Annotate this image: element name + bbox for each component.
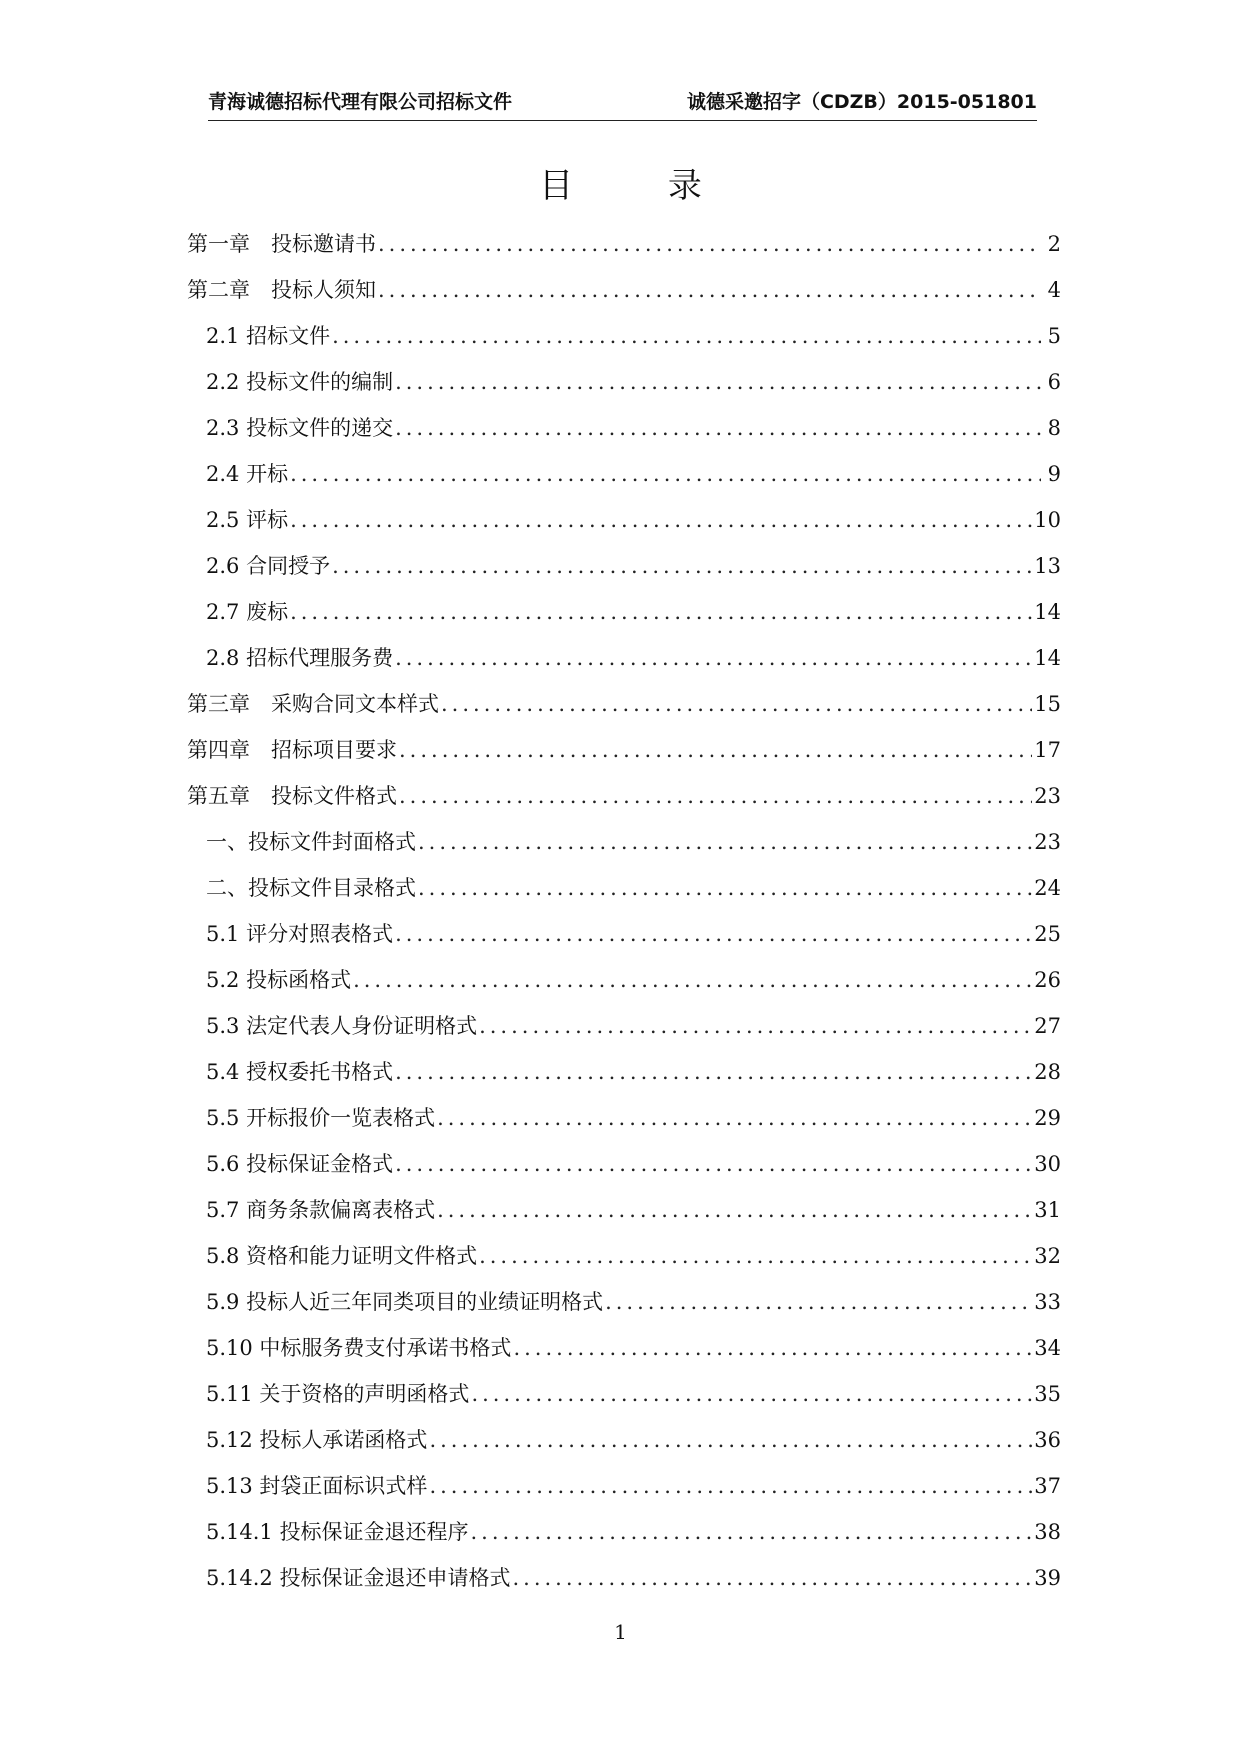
toc-entry-page: 37 <box>1034 1474 1061 1498</box>
toc-entry-label: 5.10 中标服务费支付承诺书格式 <box>206 1336 512 1360</box>
toc-entry-page: 25 <box>1034 922 1061 946</box>
toc-section-entry[interactable] <box>187 543 1061 589</box>
toc-dot-leader <box>290 451 1041 497</box>
toc-entry-label: 5.3 法定代表人身份证明格式 <box>206 1014 478 1038</box>
toc-entry-label: 5.6 投标保证金格式 <box>206 1152 394 1176</box>
toc-entry-page: 13 <box>1034 554 1061 578</box>
toc-dot-leader <box>471 1371 1032 1417</box>
toc-entry-label: 一、投标文件封面格式 <box>206 830 416 854</box>
toc-entry-label: 2.5 评标 <box>206 508 289 532</box>
toc-dot-leader <box>512 1555 1032 1601</box>
toc-entry-label: 5.7 商务条款偏离表格式 <box>206 1198 436 1222</box>
toc-entry-page: 15 <box>1034 692 1061 716</box>
toc-entry-label: 5.1 评分对照表格式 <box>206 922 394 946</box>
toc-dot-leader <box>290 589 1032 635</box>
toc-dot-leader <box>605 1279 1032 1325</box>
toc-section-entry[interactable] <box>187 313 1061 359</box>
toc-entry-page: 5 <box>1047 324 1061 348</box>
toc-section-entry[interactable] <box>187 911 1061 957</box>
toc-chapter-entry[interactable] <box>187 773 1061 819</box>
toc-entry-page: 14 <box>1034 600 1061 624</box>
toc-entry-label: 第一章 投标邀请书 <box>187 232 376 256</box>
toc-entry-page: 34 <box>1034 1336 1061 1360</box>
toc-dot-leader <box>418 865 1032 911</box>
toc-entry-page: 6 <box>1047 370 1061 394</box>
toc-section-entry[interactable] <box>187 1371 1061 1417</box>
toc-dot-leader <box>395 359 1041 405</box>
toc-section-entry[interactable] <box>187 957 1061 1003</box>
toc-entry-page: 27 <box>1034 1014 1061 1038</box>
toc-entry-page: 17 <box>1034 738 1061 762</box>
toc-dot-leader <box>395 911 1032 957</box>
toc-dot-leader <box>290 497 1032 543</box>
toc-entry-label: 2.4 开标 <box>206 462 289 486</box>
toc-entry-page: 10 <box>1034 508 1061 532</box>
toc-entry-page: 8 <box>1047 416 1061 440</box>
toc-entry-label: 5.8 资格和能力证明文件格式 <box>206 1244 478 1268</box>
toc-entry-label: 2.7 废标 <box>206 600 289 624</box>
toc-dot-leader <box>429 1463 1032 1509</box>
toc-entry-label: 2.1 招标文件 <box>206 324 331 348</box>
toc-entry-page: 36 <box>1034 1428 1061 1452</box>
toc-section-entry[interactable] <box>187 865 1061 911</box>
toc-section-entry[interactable] <box>187 1509 1061 1555</box>
toc-dot-leader <box>395 1049 1032 1095</box>
toc-entry-page: 31 <box>1034 1198 1061 1222</box>
toc-section-entry[interactable] <box>187 1049 1061 1095</box>
toc-entry-page: 39 <box>1034 1566 1061 1590</box>
toc-entry-label: 2.3 投标文件的递交 <box>206 416 394 440</box>
toc-section-entry[interactable] <box>187 405 1061 451</box>
toc-dot-leader <box>378 267 1041 313</box>
toc-dot-leader <box>399 727 1032 773</box>
toc-section-entry[interactable] <box>187 1555 1061 1601</box>
toc-section-entry[interactable] <box>187 635 1061 681</box>
toc-entry-page: 35 <box>1034 1382 1061 1406</box>
toc-chapter-entry[interactable] <box>187 221 1061 267</box>
toc-entry-page: 30 <box>1034 1152 1061 1176</box>
toc-dot-leader <box>395 1141 1032 1187</box>
toc-entry-label: 5.12 投标人承诺函格式 <box>206 1428 428 1452</box>
toc-dot-leader <box>395 635 1032 681</box>
toc-section-entry[interactable] <box>187 1279 1061 1325</box>
toc-entry-page: 4 <box>1047 278 1061 302</box>
toc-entry-page: 23 <box>1034 784 1061 808</box>
toc-entry-label: 5.9 投标人近三年同类项目的业绩证明格式 <box>206 1290 604 1314</box>
toc-entry-page: 9 <box>1047 462 1061 486</box>
toc-dot-leader <box>418 819 1032 865</box>
toc-section-entry[interactable] <box>187 1463 1061 1509</box>
toc-entry-label: 5.11 关于资格的声明函格式 <box>206 1382 470 1406</box>
toc-dot-leader <box>513 1325 1032 1371</box>
toc-section-entry[interactable] <box>187 1187 1061 1233</box>
toc-entry-label: 2.8 招标代理服务费 <box>206 646 394 670</box>
toc-chapter-entry[interactable] <box>187 267 1061 313</box>
toc-dot-leader <box>429 1417 1032 1463</box>
toc-entry-page: 32 <box>1034 1244 1061 1268</box>
toc-section-entry[interactable] <box>187 1003 1061 1049</box>
toc-dot-leader <box>437 1095 1032 1141</box>
toc-entry-label: 5.13 封袋正面标识式样 <box>206 1474 428 1498</box>
toc-entry-page: 2 <box>1047 232 1061 256</box>
toc-entry-label: 5.2 投标函格式 <box>206 968 352 992</box>
toc-title: 目 录 <box>539 166 744 206</box>
toc-section-entry[interactable] <box>187 1233 1061 1279</box>
toc-dot-leader <box>332 313 1041 359</box>
toc-section-entry[interactable] <box>187 1095 1061 1141</box>
header-document-number: 诚德采邀招字（CDZB）2015-051801 <box>686 91 1037 113</box>
toc-chapter-entry[interactable] <box>187 681 1061 727</box>
toc-entry-label: 第三章 采购合同文本样式 <box>187 692 439 716</box>
toc-entry-label: 第五章 投标文件格式 <box>187 784 397 808</box>
toc-dot-leader <box>332 543 1032 589</box>
toc-dot-leader <box>479 1003 1032 1049</box>
toc-dot-leader <box>395 405 1041 451</box>
toc-entry-label: 5.4 授权委托书格式 <box>206 1060 394 1084</box>
header-left-title: 青海诚德招标代理有限公司招标文件 <box>208 91 513 113</box>
toc-entry-page: 24 <box>1034 876 1061 900</box>
toc-entry-label: 2.6 合同授予 <box>206 554 331 578</box>
toc-dot-leader <box>437 1187 1032 1233</box>
toc-dot-leader <box>353 957 1032 1003</box>
toc-section-entry[interactable] <box>187 497 1061 543</box>
toc-section-entry[interactable] <box>187 589 1061 635</box>
toc-entry-label: 5.14.2 投标保证金退还申请格式 <box>206 1566 511 1590</box>
toc-entry-page: 38 <box>1034 1520 1061 1544</box>
toc-dot-leader <box>470 1509 1032 1555</box>
toc-dot-leader <box>479 1233 1032 1279</box>
toc-dot-leader <box>378 221 1041 267</box>
toc-entry-page: 28 <box>1034 1060 1061 1084</box>
toc-chapter-entry[interactable] <box>187 727 1061 773</box>
toc-section-entry[interactable] <box>187 1417 1061 1463</box>
table-of-contents <box>187 221 1061 1601</box>
toc-entry-label: 5.5 开标报价一览表格式 <box>206 1106 436 1130</box>
toc-entry-page: 26 <box>1034 968 1061 992</box>
toc-entry-page: 14 <box>1034 646 1061 670</box>
toc-section-entry[interactable] <box>187 819 1061 865</box>
toc-section-entry[interactable] <box>187 451 1061 497</box>
toc-entry-page: 33 <box>1034 1290 1061 1314</box>
toc-section-entry[interactable] <box>187 1141 1061 1187</box>
toc-entry-label: 第四章 招标项目要求 <box>187 738 397 762</box>
toc-entry-label: 第二章 投标人须知 <box>187 278 376 302</box>
toc-entry-label: 2.2 投标文件的编制 <box>206 370 394 394</box>
toc-dot-leader <box>399 773 1032 819</box>
toc-dot-leader <box>441 681 1032 727</box>
toc-entry-label: 二、投标文件目录格式 <box>206 876 416 900</box>
page-header <box>208 80 1037 121</box>
toc-entry-label: 5.14.1 投标保证金退还程序 <box>206 1520 469 1544</box>
toc-section-entry[interactable] <box>187 1325 1061 1371</box>
toc-entry-page: 29 <box>1034 1106 1061 1130</box>
toc-entry-page: 23 <box>1034 830 1061 854</box>
page-number: 1 <box>614 1620 627 1644</box>
toc-section-entry[interactable] <box>187 359 1061 405</box>
